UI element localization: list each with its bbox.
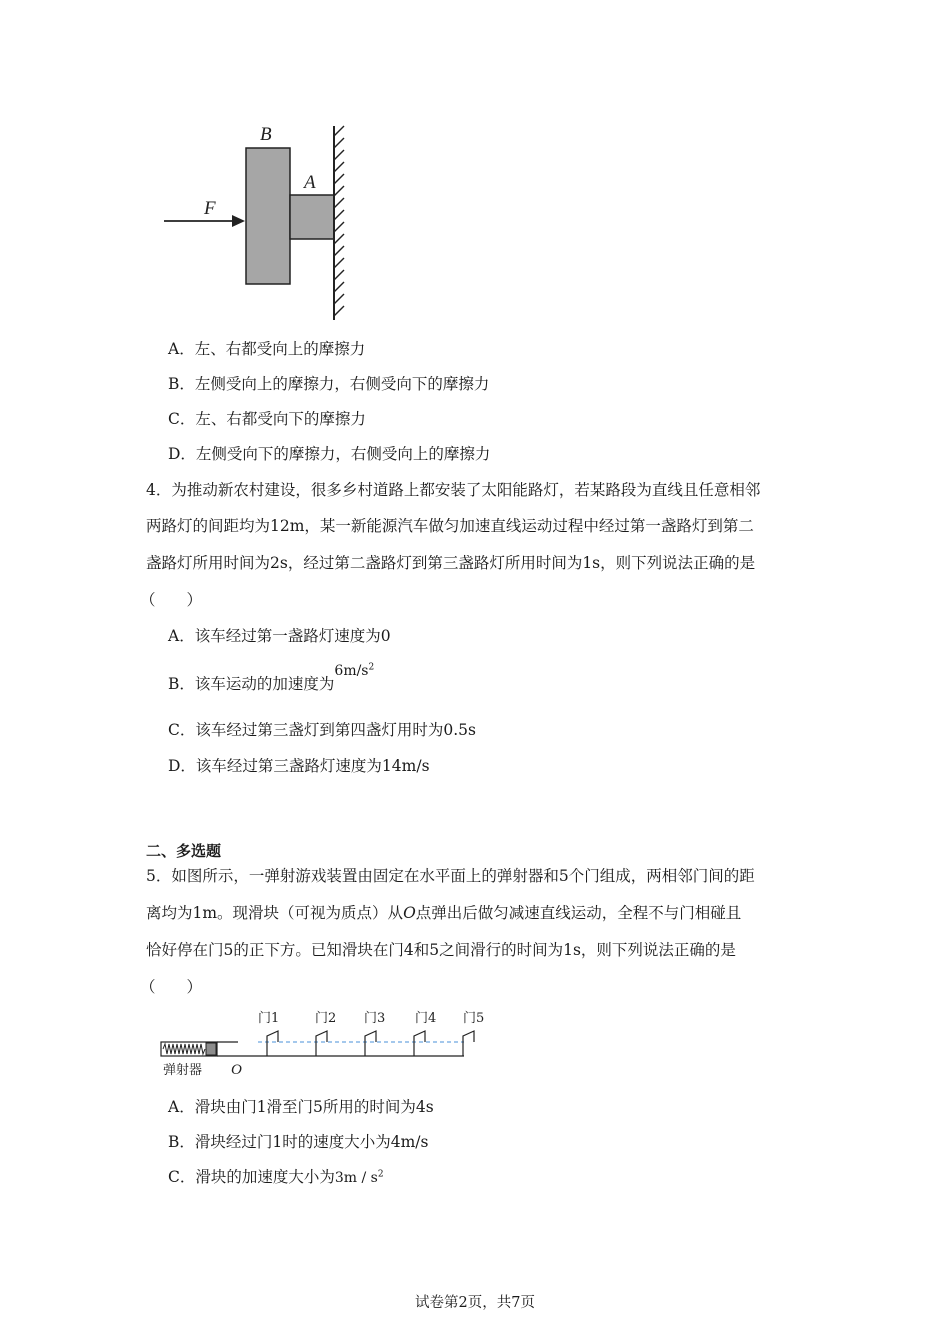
- q4-answer-paren: （ ）: [140, 591, 203, 609]
- q5-option-a: A．滑块由门1滑至门5所用的时间为4s: [168, 1098, 434, 1116]
- gate-label-4: 门4: [415, 1011, 437, 1026]
- launcher-label: 弹射器: [163, 1063, 203, 1078]
- block-b: [246, 148, 290, 284]
- q5-stem-line1: 5．如图所示，一弹射游戏装置由固定在水平面上的弹射器和5个门组成，两相邻门间的距: [146, 867, 755, 885]
- wall-hatching: [334, 126, 344, 316]
- q3-option-a: A．左、右都受向上的摩擦力: [168, 340, 366, 358]
- q4-stem-line1: 4．为推动新农村建设，很多乡村道路上都安装了太阳能路灯，若某路段为直线且任意相邻: [146, 481, 761, 499]
- q3-option-b: B．左侧受向上的摩擦力，右侧受向下的摩擦力: [168, 375, 490, 393]
- q4-stem-line2: 两路灯的间距均为12m，某一新能源汽车做匀加速直线运动过程中经过第一盏路灯到第二: [146, 517, 754, 535]
- q5-option-c: [168, 1165, 384, 1187]
- gate-label-2: 门2: [315, 1011, 337, 1026]
- q5-origin-o: O: [403, 904, 416, 922]
- gate-label-1: 门1: [258, 1011, 280, 1026]
- q5-answer-paren: （ ）: [140, 978, 203, 996]
- gate-label-3: 门3: [364, 1011, 386, 1026]
- force-arrow-head: [232, 215, 245, 227]
- slider-block: [206, 1043, 216, 1055]
- gate-5: [463, 1031, 474, 1056]
- q4-option-d: D．该车经过第三盏路灯速度为14m/s: [168, 757, 430, 775]
- q3-option-c: C．左、右都受向下的摩擦力: [168, 410, 366, 428]
- gate-label-5: 门5: [463, 1011, 485, 1026]
- label-b: B: [260, 124, 272, 145]
- q5-option-c-text: C．滑块的加速度大小为: [168, 1168, 335, 1186]
- q5-stem-line2: 离均为1m。现滑块（可视为质点）从O点弹出后做匀减速直线运动，全程不与门相碰且: [146, 904, 742, 922]
- section-heading-multi-choice: 二、多选题: [146, 842, 222, 860]
- gate-1: [267, 1031, 278, 1056]
- q5-option-b: B．滑块经过门1时的速度大小为4m/s: [168, 1133, 429, 1151]
- q4-stem-line3: 盏路灯所用时间为2s，经过第二盏路灯到第三盏路灯所用时间为1s，则下列说法正确的是: [146, 554, 756, 572]
- label-a: A: [304, 172, 316, 193]
- gate-2: [316, 1031, 327, 1056]
- origin-label: O: [231, 1062, 242, 1078]
- q4-option-b: [168, 662, 375, 694]
- q4-option-c: C．该车经过第三盏灯到第四盏灯用时为0.5s: [168, 721, 476, 739]
- q3-option-d: D．左侧受向下的摩擦力，右侧受向上的摩擦力: [168, 445, 491, 463]
- q5-stem-line3: 恰好停在门5的正下方。已知滑块在门4和5之间滑行的时间为1s，则下列说法正确的是: [146, 941, 736, 959]
- page-footer: 试卷第2页，共7页: [415, 1295, 535, 1311]
- q4-option-b-text: B．该车运动的加速度为: [168, 675, 335, 693]
- q4-option-a: A．该车经过第一盏路灯速度为0: [168, 627, 391, 645]
- figure-launcher-gates: [158, 1006, 498, 1082]
- figure-blocks-wall: [150, 118, 370, 328]
- gate-3: [365, 1031, 376, 1056]
- label-f: F: [204, 198, 216, 219]
- q5-option-c-math: $3m / s^2$: [334, 1169, 384, 1186]
- q4-option-b-math: $6m/s^2$: [334, 662, 375, 679]
- gate-4: [414, 1031, 425, 1056]
- block-a: [290, 195, 334, 239]
